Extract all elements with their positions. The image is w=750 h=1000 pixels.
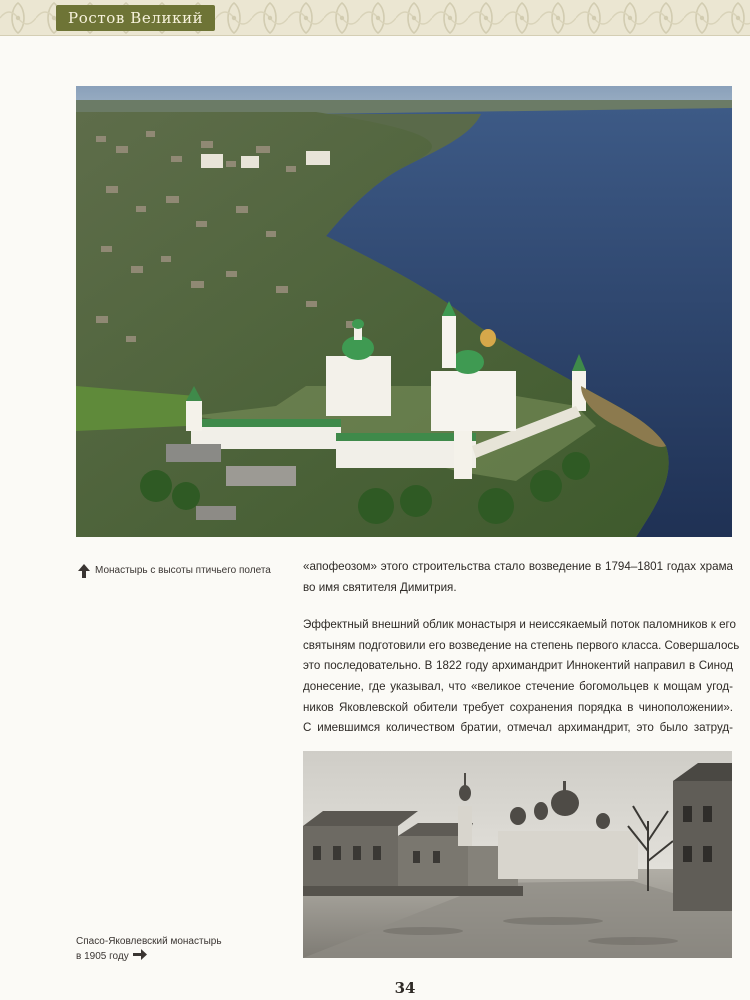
body-line: Эффектный внешний облик монастыря и неиссякаемый поток паломников к его bbox=[303, 618, 736, 632]
monastery-1905-photo bbox=[303, 751, 732, 958]
photo-caption-top bbox=[78, 563, 288, 578]
monastery-aerial-photo bbox=[76, 86, 732, 537]
photo-caption-top-text: Монастырь с высоты птичьего полета bbox=[95, 565, 271, 576]
photo-caption-bottom-line2: в 1905 году bbox=[76, 951, 129, 962]
arrow-right-icon bbox=[133, 949, 147, 960]
body-line: святыням подготовили его возведение на степень первого класса. Совершалось bbox=[303, 638, 740, 652]
body-line: это последовательно. В 1822 году архимандрит Иннокентий направил в Синод bbox=[303, 659, 733, 673]
arrow-up-icon bbox=[78, 564, 90, 578]
body-text bbox=[303, 557, 740, 739]
body-line: ников Яковлевской обители требует сохранения порядка в чиноположении». bbox=[303, 700, 733, 714]
body-line: донесение, где указывал, что «великое стечение богомольцев к мощам угод- bbox=[303, 679, 733, 693]
body-line: С имевшимся количеством братии, отмечал архимандрит, это было затруд- bbox=[303, 721, 733, 735]
photo-caption-bottom bbox=[76, 934, 286, 964]
header-band bbox=[0, 0, 750, 36]
header-title-box bbox=[56, 5, 215, 31]
header-title: Ростов Великий bbox=[68, 9, 204, 27]
body-line: «апофеозом» этого строительства стало возведение в 1794–1801 годах храма bbox=[303, 560, 733, 573]
photo-caption-bottom-line1: Спасо-Яковлевский монастырь bbox=[76, 936, 222, 947]
body-line: во имя святителя Димитрия. bbox=[303, 580, 457, 594]
page-number: 34 bbox=[394, 979, 416, 997]
